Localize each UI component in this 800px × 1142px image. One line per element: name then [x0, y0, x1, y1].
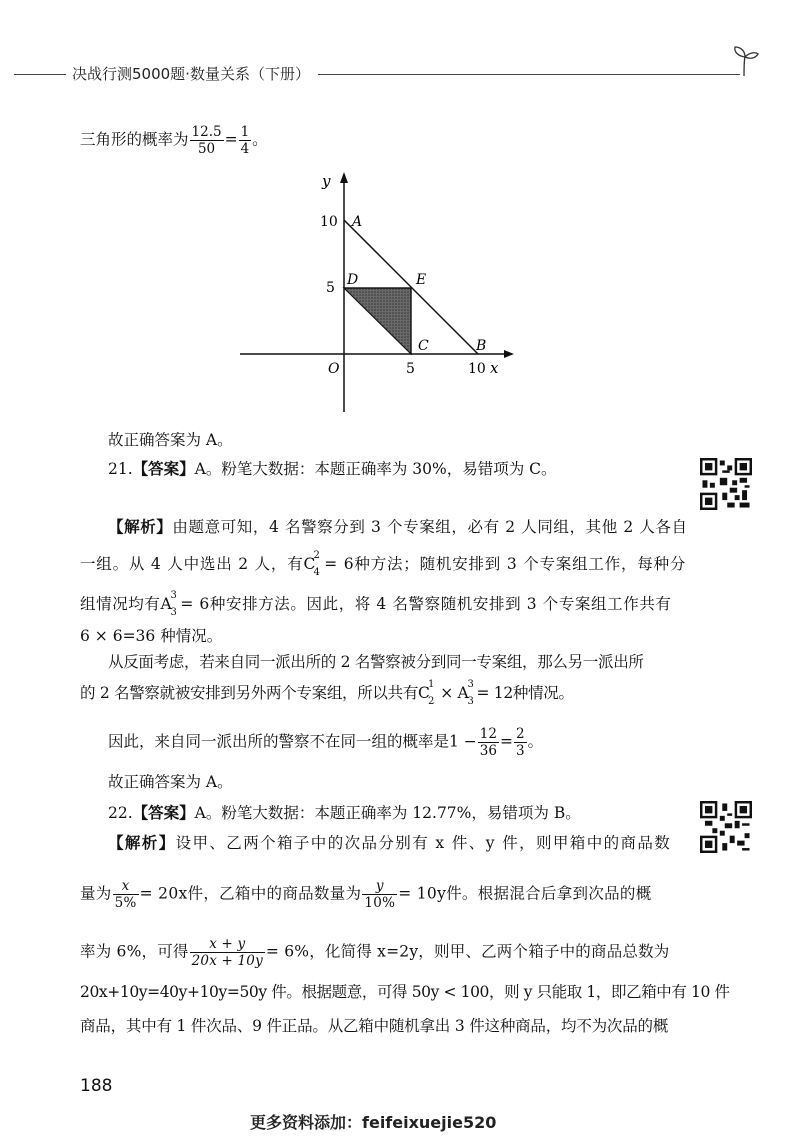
q22-analysis-line-2	[80, 878, 652, 911]
header-rule-right	[318, 74, 740, 75]
q21-analysis-line-2	[80, 550, 687, 578]
text-span: 由题意可知，4 名警察分到 3 个专案组，必有 2 人同组，其他 2 人各自	[172, 518, 688, 536]
q22-analysis-line-4: 20x+10y=40y+10y=50y 件。根据题意，可得 50y < 100，则 y 只能取 1，即乙箱中有 10 件	[80, 983, 730, 1001]
combination-symbol	[418, 679, 435, 707]
fraction	[190, 124, 224, 157]
q21-analysis-line-6	[80, 679, 574, 707]
text-span: = 20x件，乙箱中的商品数量为	[139, 884, 362, 903]
tick-x5: 5	[406, 361, 415, 377]
x-axis-arrow	[504, 350, 514, 358]
text-span: 量为	[80, 884, 112, 903]
fraction-denominator: 5%	[114, 895, 137, 911]
superscript: 2	[313, 550, 321, 561]
times-sign: ×	[435, 684, 458, 702]
q21-analysis-line-3	[80, 590, 672, 618]
text-span: = 6种安排方法。因此，将 4 名警察随机安排到 3 个专案组工作共有	[180, 595, 672, 613]
subscript: 2	[428, 696, 435, 707]
text-span: = 12种情况。	[476, 684, 574, 702]
fraction-numerator: x + y	[190, 936, 265, 953]
shaded-triangle	[344, 288, 411, 354]
equals-sign: =	[224, 130, 238, 149]
q22-answer-line	[108, 803, 581, 823]
fraction-denominator: 50	[197, 141, 216, 157]
sprout-icon	[730, 44, 760, 78]
analysis-tag: 【解析】	[108, 517, 173, 536]
fraction	[362, 878, 397, 911]
fraction	[190, 936, 265, 969]
q21-analysis-line-5: 从反面考虑，若来自同一派出所的 2 名警察被分到同一专案组，那么另一派出所	[108, 653, 644, 671]
text-span: 率为 6%，可得	[80, 942, 189, 961]
fraction-denominator: 36	[479, 743, 497, 759]
fraction	[239, 124, 252, 157]
fraction-numerator: 12	[479, 726, 497, 742]
fraction-denominator: 10%	[364, 895, 396, 911]
answer-text: A。粉笔大数据：本题正确率为 30%，易错项为 C。	[194, 460, 557, 478]
text-span: C	[303, 555, 317, 573]
q21-answer-line	[108, 459, 557, 479]
fraction	[113, 878, 139, 911]
fraction-numerator: 1	[240, 124, 250, 140]
superscript: 3	[170, 590, 178, 601]
text-span: C	[418, 684, 430, 702]
analysis-tag: 【解析】	[108, 833, 176, 852]
subscript: 3	[170, 607, 178, 618]
question-number: 22.	[108, 804, 133, 822]
fraction-numerator: 2	[515, 726, 525, 742]
q22-analysis-line-1	[108, 833, 671, 853]
text-span: = 10y件。根据混合后拿到次品的概	[398, 884, 652, 903]
fraction-numerator: 12.5	[191, 124, 222, 140]
text-span: 的 2 名警察就被安排到另外两个专案组，所以共有	[80, 684, 419, 702]
equals-sign: =	[499, 732, 513, 751]
text-span: 三角形的概率为	[80, 130, 189, 149]
q21-analysis-line-7	[108, 726, 543, 759]
text-span: 一组。从 4 人中选出 2 人，有	[80, 555, 304, 573]
text-span: A	[457, 684, 469, 702]
fraction-numerator: x	[113, 878, 139, 895]
superscript: 3	[467, 679, 474, 690]
q22-analysis-line-3	[80, 936, 670, 969]
point-b-label: B	[476, 338, 487, 354]
page-number: 188	[80, 1076, 113, 1096]
q21-analysis-line-1	[108, 517, 688, 537]
header-title: 决战行测5000题·数量关系（下册）	[72, 65, 310, 83]
arrangement-symbol	[160, 590, 178, 618]
point-e-label: E	[416, 272, 427, 288]
y-axis-label: y	[322, 172, 331, 190]
fraction-denominator: 4	[240, 141, 250, 157]
coordinate-figure	[230, 168, 530, 418]
footer-note: 更多资料添加：feifeixuejie520	[250, 1113, 497, 1132]
text-span: 设甲、乙两个箱子中的次品分别有 x 件、y 件，则甲箱中的商品数	[175, 834, 672, 852]
tick-y5: 5	[326, 280, 335, 296]
answer-tag: 【答案】	[132, 459, 195, 478]
arrangement-symbol	[457, 679, 474, 707]
combination-symbol	[303, 550, 321, 578]
fraction-numerator: y	[362, 878, 397, 895]
text-span: 因此，来自同一派出所的警察不在同一组的概率是	[108, 732, 450, 751]
text-span: 组情况均有	[80, 595, 161, 613]
point-a-label: A	[352, 214, 363, 230]
point-d-label: D	[347, 272, 359, 288]
tick-x10: 10	[468, 361, 486, 377]
point-c-label: C	[418, 338, 429, 354]
qr-code-icon	[700, 458, 752, 510]
x-axis-label: x	[490, 359, 499, 377]
text-span: = 6种方法；随机安排到 3 个专案组工作，每种分	[324, 555, 687, 573]
y-axis-arrow	[340, 172, 348, 183]
tick-y10: 10	[320, 214, 338, 230]
header-rule-left	[14, 74, 66, 75]
q20-conclusion: 故正确答案为 A。	[108, 431, 233, 449]
qr-code-icon	[700, 801, 752, 853]
fraction	[478, 726, 499, 759]
fraction-denominator: 20x + 10y	[191, 953, 263, 969]
subscript: 4	[313, 567, 321, 578]
question-number: 21.	[108, 460, 133, 478]
text-span: 1 −	[449, 732, 477, 751]
origin-label: O	[328, 361, 340, 377]
text-span: 。	[252, 130, 268, 149]
fraction-denominator: 3	[515, 743, 525, 759]
fraction	[514, 726, 527, 759]
text-span: A	[160, 595, 173, 613]
subscript: 3	[467, 696, 474, 707]
answer-text: A。粉笔大数据：本题正确率为 12.77%，易错项为 B。	[194, 804, 581, 822]
text-span: 。	[527, 732, 544, 751]
q22-analysis-line-5: 商品，其中有 1 件次品、9 件正品。从乙箱中随机拿出 3 件这种商品，均不为次品的概	[80, 1017, 669, 1035]
superscript: 1	[428, 679, 435, 690]
probability-line	[80, 124, 268, 157]
q21-analysis-line-4: 6 × 6=36 种情况。	[80, 627, 223, 645]
q21-conclusion: 故正确答案为 A。	[108, 773, 233, 791]
text-span: = 6%，化简得 x=2y，则甲、乙两个箱子中的商品总数为	[265, 942, 670, 961]
answer-tag: 【答案】	[132, 803, 195, 822]
